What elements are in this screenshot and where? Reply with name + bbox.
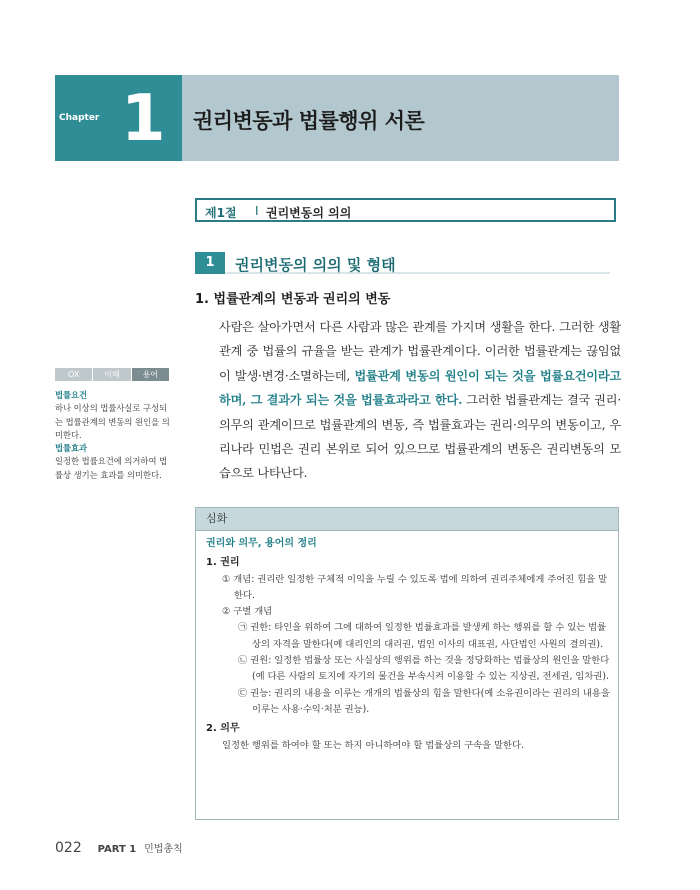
body-highlight: 법률관계 변동의 원인이 되는 것을 법률요건이라고 하며, 그 결과가 되는 것을 법률효과라고 한다. [219, 368, 621, 408]
tab-terms: 용어 [132, 368, 170, 381]
deep-heading-rights: 1. 권리 [206, 557, 240, 569]
section-title: 권리변동의 의의 [266, 206, 352, 220]
chapter-title: 권리변동과 법률행위 서론 [193, 109, 425, 133]
deep-heading-duty: 2. 의무 [206, 723, 240, 735]
deep-box-title: 권리와 의무, 용어의 정리 [206, 538, 317, 549]
term-definition: 하나 이상의 법률사실로 구성되는 법률관계의 변동의 원인을 의미한다. [55, 403, 170, 440]
term-heading: 법률효과 [55, 443, 88, 454]
deep-item: 일정한 행위를 하여야 할 또는 하지 아니하여야 할 법률상의 구속을 말한다. [222, 739, 524, 751]
margin-note [55, 389, 173, 482]
chapter-title-band [182, 75, 619, 161]
chapter-label: Chapter [59, 113, 100, 123]
footer-part: PART 1 [97, 844, 137, 855]
margin-tabs [55, 368, 170, 381]
deep-item: ② 구별 개념 [222, 606, 273, 618]
topic-number: 1 [195, 252, 225, 274]
page-footer [55, 840, 183, 856]
section-number: 제1절 [205, 206, 237, 220]
deep-item: ① 개념: 권리란 일정한 구체적 이익을 누릴 수 있도록 법에 의하여 권리주체에게 주어진 힘을 말한다. [222, 573, 608, 601]
term-heading: 법률요건 [55, 390, 88, 400]
deep-subitem: ㉡ 권원: 일정한 법률상 또는 사실상의 행위를 하는 것을 정당화하는 법률상의 원인을 말한다(예 다른 사람의 토지에 자기의 물건을 부속시켜 이용할 수 있는 지상권, 전세권, 임차권). [238, 655, 610, 683]
tab-ox: OX [55, 368, 93, 381]
page-number: 022 [55, 840, 82, 856]
section-separator: I [255, 204, 259, 218]
deep-subitem: ㉠ 권한: 타인을 위하여 그에 대하여 일정한 법률효과를 발생케 하는 행위를 할 수 있는 법률상의 자격을 말한다(예 대리인의 대리권, 법인 이사의 대표권, 사단법인 사원의 결의권). [238, 622, 607, 650]
tab-understanding: 이해 [93, 368, 131, 381]
body-text-part2: 그러한 법률관계는 결국 권리·의무의 관계이므로 법률관계의 변동, 즉 법률효과는 권리·의무의 변동이고, 우리나라 민법은 권리 본위로 되어 있으므로 법률관계의 변동은 권리변동의 모습으로 나타난다. [219, 393, 621, 481]
section-heading [195, 198, 616, 222]
deep-subitem: ㉢ 권능: 권리의 내용을 이루는 개개의 법률상의 힘을 말한다(예 소유권이라는 권리의 내용을 이루는 사용·수익·처분 권능). [238, 687, 610, 715]
body-text-part1: 사람은 살아가면서 다른 사람과 많은 관계를 가지며 생활을 한다. 그러한 생활관계 중 법률의 규율을 받는 관계가 법률관계이다. 이러한 법률관계는 끊임없이 발생·변경·소멸하는데, [219, 320, 621, 383]
topic-title: 권리변동의 의의 및 형태 [235, 256, 396, 274]
subheading: 1. 법률관계의 변동과 권리의 변동 [195, 292, 391, 307]
deep-box-header: 심화 [196, 508, 618, 531]
chapter-number: 1 [121, 82, 166, 156]
footer-subject: 민법총칙 [144, 844, 183, 855]
deep-dive-box [195, 507, 619, 820]
term-definition: 일정한 법률요건에 의거하여 법률상 생기는 효과를 의미한다. [55, 456, 168, 480]
chapter-badge [55, 75, 182, 161]
body-paragraph [219, 315, 621, 486]
